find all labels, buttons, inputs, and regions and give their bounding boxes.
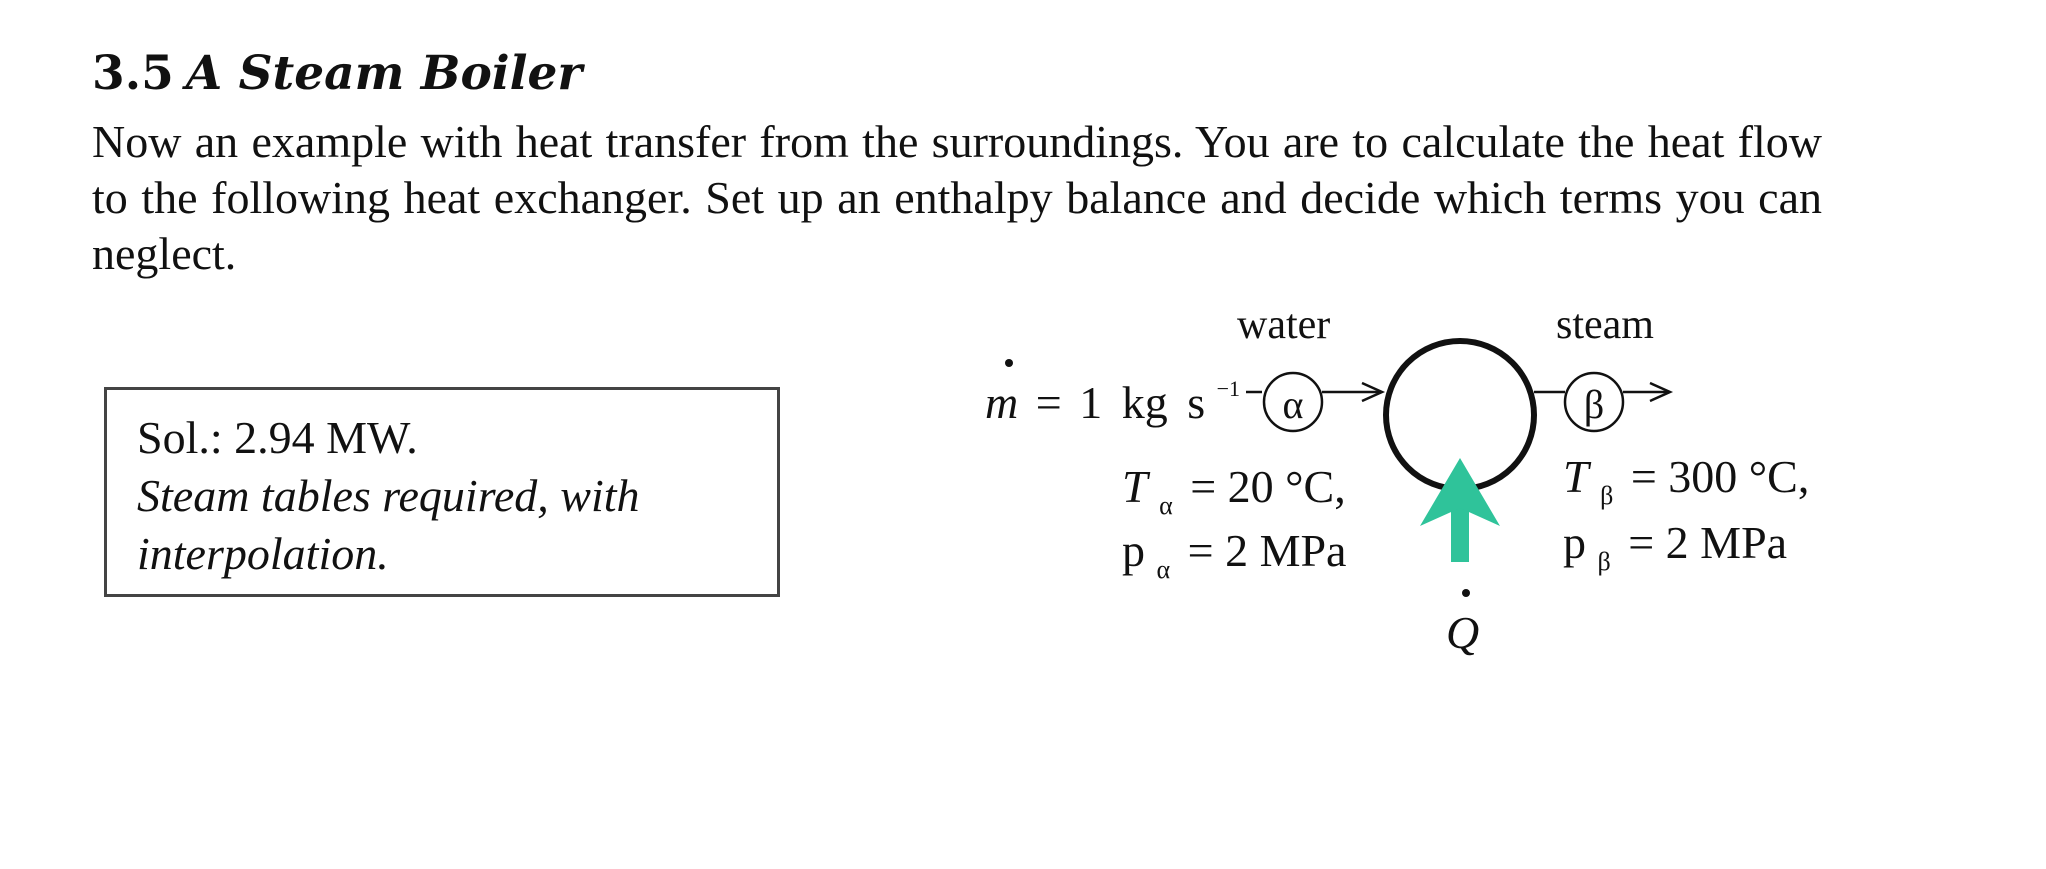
inlet-temperature-symbol: T bbox=[1122, 461, 1148, 512]
inlet-temperature bbox=[1122, 461, 1346, 524]
solution-note-line2: interpolation. bbox=[137, 528, 389, 579]
problem-paragraph: Now an example with heat transfer from the surroundings. You are to calculate the heat flow to the following heat exchanger. Set up an enthalpy balance and decide which terms you can neglect. bbox=[92, 116, 1822, 279]
state-alpha-symbol: α bbox=[1282, 382, 1304, 427]
inlet-pressure bbox=[1122, 525, 1346, 588]
solution-answer: Sol.: 2.94 MW. bbox=[137, 412, 418, 463]
inlet-temperature-value: = 20 °C, bbox=[1190, 461, 1346, 512]
outlet-pressure-value: = 2 MPa bbox=[1628, 517, 1788, 568]
mass-flow-exponent: −1 bbox=[1216, 376, 1241, 401]
inlet-pressure-value: = 2 MPa bbox=[1187, 525, 1347, 576]
outlet-pressure-sub: β bbox=[1597, 547, 1611, 576]
inlet-pressure-sub: α bbox=[1156, 555, 1171, 584]
mass-flow-value: 1 bbox=[1079, 377, 1103, 428]
inlet-temperature-sub: α bbox=[1159, 491, 1173, 520]
state-beta-symbol: β bbox=[1583, 382, 1605, 427]
outlet-temperature-symbol: T bbox=[1563, 451, 1589, 502]
inlet-pressure-symbol: p bbox=[1122, 525, 1145, 576]
section-number: 3.5 bbox=[92, 46, 174, 101]
outlet-temperature-sub: β bbox=[1600, 481, 1614, 510]
mass-flow-unit: kg bbox=[1121, 377, 1168, 428]
outlet-pressure bbox=[1563, 517, 1787, 580]
mass-flow-dot bbox=[1005, 359, 1013, 367]
section-title: A Steam Boiler bbox=[185, 46, 583, 101]
mass-flow-unit2: s bbox=[1187, 377, 1206, 428]
mass-flow-symbol: m bbox=[985, 377, 1019, 428]
outlet-temperature-value: = 300 °C, bbox=[1630, 451, 1810, 502]
water-label: water bbox=[1237, 302, 1331, 348]
outlet-temperature bbox=[1563, 451, 1809, 514]
steam-label: steam bbox=[1556, 302, 1654, 348]
heat-flow-symbol: Q bbox=[1446, 607, 1480, 658]
mass-flow-expression bbox=[985, 376, 1240, 428]
solution-note-line1: Steam tables required, with bbox=[137, 470, 640, 521]
outlet-pressure-symbol: p bbox=[1563, 517, 1586, 568]
mass-flow-equals: = bbox=[1035, 377, 1062, 428]
heat-flow-dot bbox=[1462, 589, 1470, 597]
